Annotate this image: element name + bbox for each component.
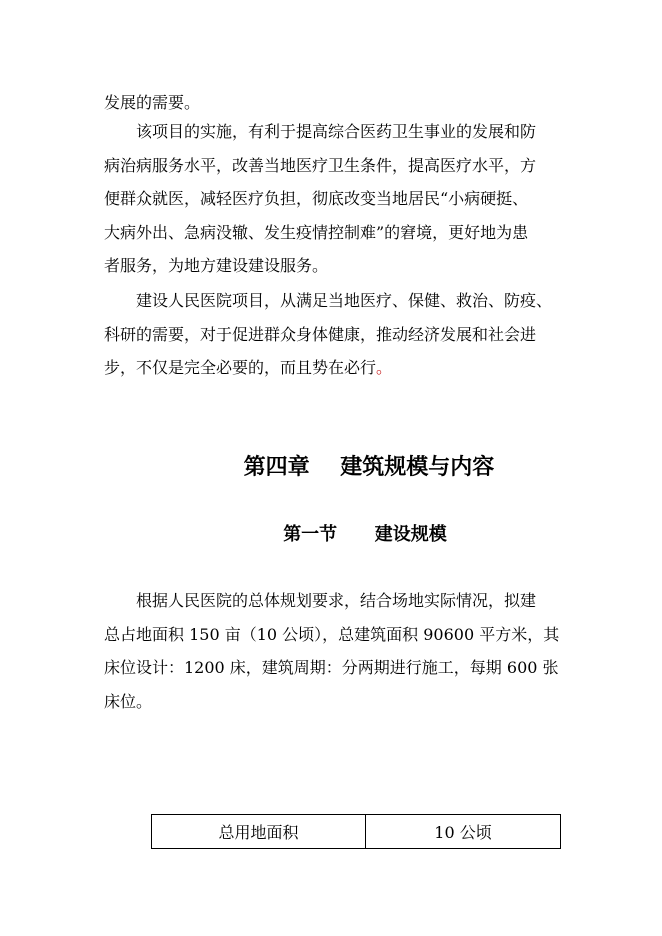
text-line: 发展的需要。 xyxy=(104,93,201,112)
text-line: 床位设计：1200 床，建筑周期：分两期进行施工，每期 600 张 xyxy=(104,658,559,678)
table-cell-label: 总用地面积 xyxy=(152,815,366,849)
land-area-table xyxy=(151,814,561,849)
text-line: 大病外出、急病没辙、发生疫情控制难”的窘境，更好地为患 xyxy=(104,222,529,242)
text-line: 科研的需要，对于促进群众身体健康，推动经济发展和社会进 xyxy=(104,324,537,344)
table-row xyxy=(152,815,561,849)
table-cell-value: 10 公顷 xyxy=(366,815,561,849)
text-line-content: 步，不仅是完全必要的，而且势在必行 xyxy=(104,358,377,378)
text-line: 总占地面积 150 亩（10 公顷），总建筑面积 90600 平方米，其 xyxy=(104,624,560,644)
red-period: 。 xyxy=(376,358,393,378)
section-title: 第一节 建设规模 xyxy=(283,524,447,545)
text-line: 根据人民医院的总体规划要求，结合场地实际情况，拟建 xyxy=(136,591,537,610)
text-line: 便群众就医，减轻医疗负担，彻底改变当地居民“小病硬挺、 xyxy=(104,189,529,209)
text-line: 建设人民医院项目，从满足当地医疗、保健、救治、防疫、 xyxy=(136,291,553,310)
paragraph-construction-scale xyxy=(104,584,594,718)
text-line: 该项目的实施，有利于提高综合医药卫生事业的发展和防 xyxy=(136,122,537,141)
paragraph-project-benefits xyxy=(104,115,594,283)
paragraph-project-necessity xyxy=(104,284,594,385)
text-line: 者服务，为地方建设建设服务。 xyxy=(104,256,329,276)
chapter-title: 第四章 建筑规模与内容 xyxy=(243,454,495,480)
text-line: 床位。 xyxy=(104,691,153,711)
text-line xyxy=(104,351,594,385)
text-line: 病治病服务水平，改善当地医疗卫生条件，提高医疗水平，方 xyxy=(104,155,537,175)
